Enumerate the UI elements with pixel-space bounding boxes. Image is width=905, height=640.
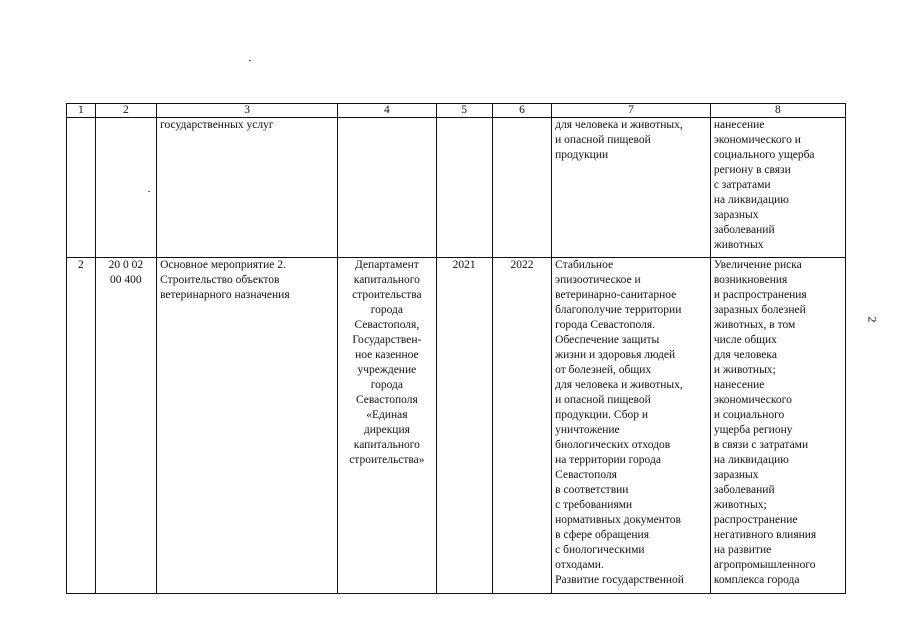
cell-text-line: Департамент bbox=[354, 259, 419, 271]
row2-result-cell bbox=[552, 258, 711, 594]
cell-text-line: в соответствии bbox=[555, 484, 629, 496]
cell-text-line: Увеличение риска bbox=[713, 259, 802, 271]
measures-table bbox=[66, 103, 846, 594]
cell-text-line: жизни и здоровья людей bbox=[555, 349, 676, 361]
cell-text-line: негативного влияния bbox=[713, 529, 817, 541]
cell-text-line: заболеваний bbox=[713, 224, 775, 236]
cell-text-line: в связи с затратами bbox=[713, 439, 809, 451]
cell-text-line: города bbox=[370, 379, 404, 391]
header-col-6: 6 bbox=[492, 104, 551, 118]
cell-text-line: Государствен- bbox=[352, 334, 422, 346]
cell-text-line: капитального bbox=[353, 274, 420, 286]
row1-end-year-cell bbox=[492, 118, 551, 258]
cell-text-line: строительства» bbox=[349, 454, 425, 466]
cell-text-line: экономического bbox=[713, 394, 792, 406]
cell-text-line: экономического и bbox=[713, 134, 801, 146]
cell-text-line: 00 400 bbox=[110, 274, 142, 286]
cell-text-line: и распространения bbox=[713, 289, 807, 301]
cell-text-line: региону в связи bbox=[713, 164, 791, 176]
row2-executor-cell bbox=[338, 258, 436, 594]
cell-text-line: в сфере обращения bbox=[555, 529, 650, 541]
cell-text-line: продукции bbox=[555, 149, 609, 161]
cell-text-line: уничтожение bbox=[555, 424, 620, 436]
cell-text-line: животных bbox=[713, 239, 764, 251]
cell-text-line: нормативных документов bbox=[555, 514, 681, 526]
header-col-3: 3 bbox=[157, 104, 338, 118]
cell-text-line: для человека и животных, bbox=[555, 379, 683, 391]
cell-text-line: дирекция bbox=[363, 424, 410, 436]
scan-speck bbox=[249, 60, 251, 61]
cell-text-line: Развитие государственной bbox=[555, 574, 684, 586]
cell-text-line: возникновения bbox=[713, 274, 788, 286]
cell-text-line: учреждение bbox=[357, 364, 417, 376]
row2-end-year-cell: 2022 bbox=[492, 258, 551, 594]
cell-text-line: числе общих bbox=[713, 334, 777, 346]
cell-text-line: благополучие территории bbox=[555, 304, 682, 316]
cell-text-line: «Единая bbox=[366, 409, 408, 421]
cell-text-line: города Севастополя. bbox=[555, 319, 656, 331]
cell-text-line: распространение bbox=[713, 514, 798, 526]
cell-text-line: города bbox=[370, 304, 404, 316]
cell-text-line: Стабильное bbox=[555, 259, 614, 271]
cell-text-line: с затратами bbox=[713, 179, 771, 191]
cell-text-line: нанесение bbox=[713, 119, 765, 131]
cell-text-line: строительства bbox=[352, 289, 422, 301]
row2-start-year-cell: 2021 bbox=[436, 258, 492, 594]
cell-text-line: эпизоотическое и bbox=[555, 274, 641, 286]
cell-text-line: и опасной пищевой bbox=[555, 134, 651, 146]
row1-number-cell bbox=[67, 118, 96, 258]
cell-text-line: ветеринарного назначения bbox=[160, 289, 290, 301]
row1-result-cell bbox=[552, 118, 711, 258]
cell-text-line: государственных услуг bbox=[160, 119, 274, 131]
cell-text-line: заразных bbox=[713, 469, 759, 481]
cell-text-line: заразных bbox=[713, 209, 759, 221]
cell-text-line: заболеваний bbox=[713, 484, 775, 496]
cell-text-line: 20 0 02 bbox=[108, 259, 144, 271]
cell-text-line: ное казенное bbox=[355, 349, 419, 361]
cell-text-line: ветеринарно-санитарное bbox=[555, 289, 677, 301]
cell-text-line: и опасной пищевой bbox=[555, 394, 651, 406]
cell-text-line: животных; bbox=[713, 499, 767, 511]
cell-text-line: социального ущерба bbox=[713, 149, 815, 161]
cell-text-line: Основное мероприятие 2. bbox=[160, 259, 286, 271]
cell-text-line: Севастополя, bbox=[354, 319, 420, 331]
row1-code-cell bbox=[95, 118, 156, 258]
cell-text-line: для человека и животных, bbox=[555, 119, 683, 131]
table-header-row bbox=[67, 104, 846, 118]
header-col-7: 7 bbox=[552, 104, 711, 118]
cell-text-line: с требованиями bbox=[555, 499, 633, 511]
cell-text-line: биологических отходов bbox=[555, 439, 671, 451]
cell-text-line: ущерба региону bbox=[713, 424, 793, 436]
table-row bbox=[67, 118, 846, 258]
cell-text-line: заразных болезней bbox=[713, 304, 806, 316]
row1-start-year-cell bbox=[436, 118, 492, 258]
row1-measure-cell bbox=[157, 118, 338, 258]
page-number: 2 bbox=[865, 316, 880, 323]
row1-risk-cell bbox=[710, 118, 845, 258]
header-col-5: 5 bbox=[436, 104, 492, 118]
cell-text-line: Обеспечение защиты bbox=[555, 334, 660, 346]
cell-text-line: продукции. Сбор и bbox=[555, 409, 649, 421]
cell-text-line: на ликвидацию bbox=[713, 194, 789, 206]
cell-text-line: животных, в том bbox=[713, 319, 796, 331]
cell-text-line: и животных; bbox=[713, 364, 776, 376]
cell-text-line: агропромышленного bbox=[713, 559, 816, 571]
cell-text-line: нанесение bbox=[713, 379, 765, 391]
row2-risk-cell bbox=[710, 258, 845, 594]
cell-text-line: Строительство объектов bbox=[160, 274, 280, 286]
cell-text-line: капитального bbox=[353, 439, 420, 451]
row1-executor-cell bbox=[338, 118, 436, 258]
row2-number-cell: 2 bbox=[67, 258, 96, 594]
cell-text-line: на территории города bbox=[555, 454, 661, 466]
header-col-2: 2 bbox=[95, 104, 156, 118]
cell-text-line: от болезней, общих bbox=[555, 364, 652, 376]
table-row bbox=[67, 258, 846, 594]
header-col-1: 1 bbox=[67, 104, 96, 118]
cell-text-line: на ликвидацию bbox=[713, 454, 789, 466]
cell-text-line: комплекса города bbox=[713, 574, 800, 586]
header-col-4: 4 bbox=[338, 104, 436, 118]
header-col-8: 8 bbox=[710, 104, 845, 118]
cell-text-line: Севастополя bbox=[355, 394, 418, 406]
row2-code-cell bbox=[95, 258, 156, 594]
cell-text-line: отходами. bbox=[555, 559, 604, 571]
cell-text-line: и социального bbox=[713, 409, 785, 421]
cell-text-line: на развитие bbox=[713, 544, 772, 556]
cell-text-line: Севастополя bbox=[555, 469, 617, 481]
row2-measure-cell bbox=[157, 258, 338, 594]
cell-text-line: для человека bbox=[713, 349, 777, 361]
cell-text-line: с биологическими bbox=[555, 544, 645, 556]
